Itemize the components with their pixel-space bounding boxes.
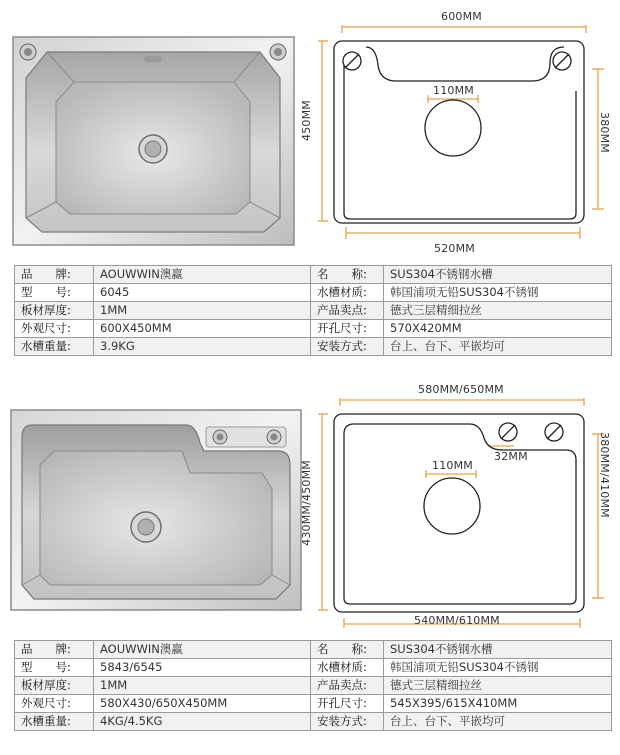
spec-value: 台上、台下、平嵌均可 — [384, 338, 612, 356]
spec-label: 水槽重量: — [15, 338, 94, 356]
spec-label: 产品卖点: — [311, 677, 384, 695]
sink-photo-6045 — [12, 36, 295, 246]
spec-value: 570X420MM — [384, 320, 612, 338]
spec-value: 台上、台下、平嵌均可 — [384, 713, 612, 731]
dimension-right: 380MM — [598, 112, 611, 153]
spec-label: 安装方式: — [311, 338, 384, 356]
spec-label: 水槽重量: — [15, 713, 94, 731]
spec-label: 产品卖点: — [311, 302, 384, 320]
spec-value: 1MM — [94, 677, 311, 695]
spec-value: 4KG/4.5KG — [94, 713, 311, 731]
spec-label: 型 号: — [15, 284, 94, 302]
spec-row — [15, 695, 612, 713]
spec-value: 580X430/650X450MM — [94, 695, 311, 713]
spec-value: 德式三层精细拉丝 — [384, 677, 612, 695]
dimension-corner-radius: 32MM — [494, 450, 528, 463]
spec-label: 开孔尺寸: — [311, 320, 384, 338]
dimension-left: 450MM — [300, 100, 313, 141]
spec-label: 品 牌: — [15, 641, 94, 659]
spec-row — [15, 677, 612, 695]
spec-label: 水槽材质: — [311, 284, 384, 302]
spec-value: SUS304不锈钢水槽 — [384, 641, 612, 659]
spec-value: 1MM — [94, 302, 311, 320]
spec-row — [15, 320, 612, 338]
dimension-drawing-5843 — [318, 398, 613, 628]
spec-label: 外观尺寸: — [15, 320, 94, 338]
dimension-drawing-6045 — [318, 25, 613, 250]
spec-table-5843 — [14, 640, 612, 731]
spec-value: 德式三层精细拉丝 — [384, 302, 612, 320]
spec-label: 水槽材质: — [311, 659, 384, 677]
spec-label: 板材厚度: — [15, 677, 94, 695]
spec-value: 韩国浦项无铅SUS304不锈钢 — [384, 659, 612, 677]
spec-label: 板材厚度: — [15, 302, 94, 320]
dimension-drain: 110MM — [432, 459, 473, 472]
spec-label: 开孔尺寸: — [311, 695, 384, 713]
spec-label: 安装方式: — [311, 713, 384, 731]
spec-value: 600X450MM — [94, 320, 311, 338]
dimension-left: 430MM/450MM — [300, 460, 313, 546]
spec-row — [15, 641, 612, 659]
spec-label: 外观尺寸: — [15, 695, 94, 713]
spec-value: 5843/6545 — [94, 659, 311, 677]
spec-table-6045 — [14, 265, 612, 356]
sink-photo-5843 — [10, 409, 302, 611]
dimension-right: 380MM/410MM — [598, 432, 611, 518]
spec-value: 545X395/615X410MM — [384, 695, 612, 713]
spec-row — [15, 659, 612, 677]
dimension-top: 600MM — [441, 10, 482, 23]
spec-label: 型 号: — [15, 659, 94, 677]
dimension-bottom: 540MM/610MM — [414, 614, 500, 627]
spec-row — [15, 302, 612, 320]
spec-value: 3.9KG — [94, 338, 311, 356]
spec-label: 品 牌: — [15, 266, 94, 284]
dimension-drain: 110MM — [433, 84, 474, 97]
product-6045 — [0, 0, 620, 365]
spec-label: 名 称: — [311, 641, 384, 659]
dimension-top: 580MM/650MM — [418, 383, 504, 396]
spec-value: AOUWWIN澳赢 — [94, 641, 311, 659]
spec-row — [15, 284, 612, 302]
spec-value: AOUWWIN澳赢 — [94, 266, 311, 284]
spec-row — [15, 713, 612, 731]
product-5843-6545 — [0, 378, 620, 755]
spec-value: SUS304不锈钢水槽 — [384, 266, 612, 284]
dimension-bottom: 520MM — [434, 242, 475, 255]
spec-label: 名 称: — [311, 266, 384, 284]
spec-row — [15, 266, 612, 284]
spec-value: 6045 — [94, 284, 311, 302]
spec-row — [15, 338, 612, 356]
spec-value: 韩国浦项无铅SUS304不锈钢 — [384, 284, 612, 302]
